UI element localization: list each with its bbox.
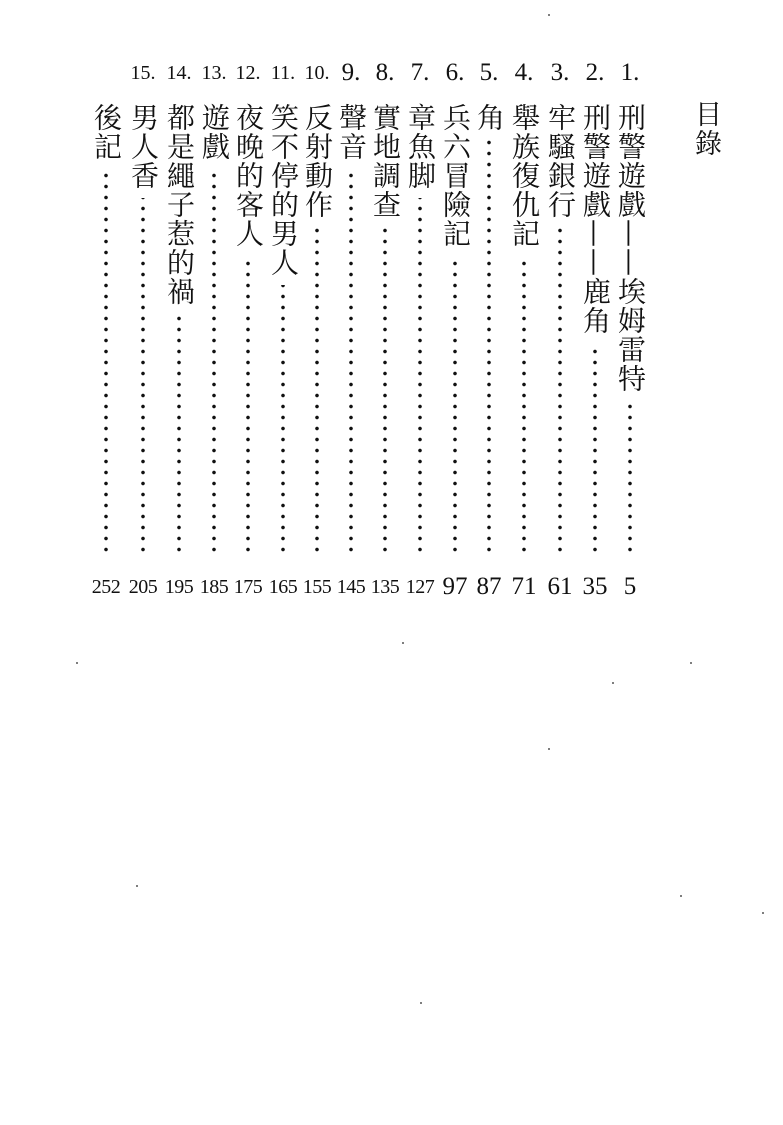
entry-page-number: 5 — [623, 573, 637, 600]
entry-page-number: 87 — [476, 573, 502, 600]
entry-page-number: 61 — [547, 573, 573, 600]
entry-number: 2. — [585, 59, 605, 86]
dot-leader — [210, 169, 218, 555]
dot-leader — [102, 169, 110, 555]
entry-title: 都是繩子惹的禍 — [163, 103, 196, 306]
entry-number: 14. — [166, 62, 192, 84]
toc-entry — [436, 0, 474, 610]
entry-title: 牢騷銀行 — [544, 103, 577, 219]
toc-entry — [298, 0, 336, 610]
entry-page-number: 252 — [91, 576, 121, 598]
entry-page-number: 145 — [336, 576, 366, 598]
entry-title: 遊戲 — [198, 103, 231, 161]
entry-number: 7. — [410, 59, 430, 86]
dot-leader — [591, 343, 599, 555]
entry-title: 實地調查 — [369, 103, 402, 219]
entry-page-number: 127 — [405, 576, 435, 598]
toc-entry — [124, 0, 162, 610]
dot-leader — [520, 256, 528, 555]
dot-leader — [451, 256, 459, 555]
dot-leader — [626, 401, 634, 555]
entry-title: 聲音 — [335, 103, 368, 161]
entry-title: 章魚脚 — [404, 103, 437, 190]
entry-page-number: 155 — [302, 576, 332, 598]
entry-title: 角 — [473, 103, 506, 132]
entry-number: 8. — [375, 59, 395, 86]
entry-page-number: 165 — [268, 576, 298, 598]
entry-number: 13. — [201, 62, 227, 84]
entry-title: 夜晚的客人 — [232, 103, 265, 248]
scan-speck — [680, 895, 682, 897]
entry-page-number: 135 — [370, 576, 400, 598]
entry-number: 15. — [130, 62, 156, 84]
entry-page-number: 71 — [511, 573, 537, 600]
entry-number: 9. — [341, 59, 361, 86]
toc-entry — [611, 0, 649, 610]
toc-entry — [401, 0, 439, 610]
entry-title: 反射動作 — [301, 103, 334, 219]
scan-speck — [548, 748, 550, 750]
entry-page-number: 175 — [233, 576, 263, 598]
toc-entry — [264, 0, 302, 610]
entry-page-number: 185 — [199, 576, 229, 598]
scan-speck — [762, 912, 764, 914]
dot-leader — [485, 140, 493, 555]
dot-leader — [279, 285, 287, 555]
toc-entry — [366, 0, 404, 610]
entry-title: 笑不停的男人 — [267, 103, 300, 277]
entry-title: 男人香 — [127, 103, 160, 190]
toc-entry — [541, 0, 579, 610]
scan-speck — [420, 1002, 422, 1004]
toc-heading: 目錄 — [690, 100, 721, 158]
toc-entry — [195, 0, 233, 610]
entry-page-number: 97 — [442, 573, 468, 600]
scan-speck — [136, 885, 138, 887]
entry-page-number: 205 — [128, 576, 158, 598]
entry-number: 5. — [479, 59, 499, 86]
entry-number: 6. — [445, 59, 465, 86]
entry-title: 後記 — [90, 103, 123, 161]
toc-entry — [332, 0, 370, 610]
scan-speck — [612, 682, 614, 684]
scan-speck — [690, 662, 692, 664]
entry-number: 10. — [304, 62, 330, 84]
toc-entry — [576, 0, 614, 610]
toc-entry — [470, 0, 508, 610]
dot-leader — [175, 314, 183, 555]
scan-speck — [402, 642, 404, 644]
scan-speck — [76, 662, 78, 664]
toc-entry — [160, 0, 198, 610]
entry-number: 3. — [550, 59, 570, 86]
entry-title: 兵六冒險記 — [439, 103, 472, 248]
dot-leader — [313, 227, 321, 555]
dot-leader — [556, 227, 564, 555]
entry-title: 刑警遊戲——埃姆雷特 — [614, 103, 647, 393]
dot-leader — [381, 227, 389, 555]
entry-title: 刑警遊戲——鹿角 — [579, 103, 612, 335]
entry-page-number: 35 — [582, 573, 608, 600]
dot-leader — [416, 198, 424, 555]
entry-number: 1. — [620, 59, 640, 86]
dot-leader — [347, 169, 355, 555]
scan-speck — [548, 14, 550, 16]
entry-page-number: 195 — [164, 576, 194, 598]
toc-entry — [505, 0, 543, 610]
dot-leader — [139, 198, 147, 555]
entry-number: 4. — [514, 59, 534, 86]
dot-leader — [244, 256, 252, 555]
entry-number: 12. — [235, 62, 261, 84]
toc-entry — [87, 0, 125, 610]
entry-title: 舉族復仇記 — [508, 103, 541, 248]
entry-number: 11. — [270, 62, 296, 84]
toc-entry — [229, 0, 267, 610]
